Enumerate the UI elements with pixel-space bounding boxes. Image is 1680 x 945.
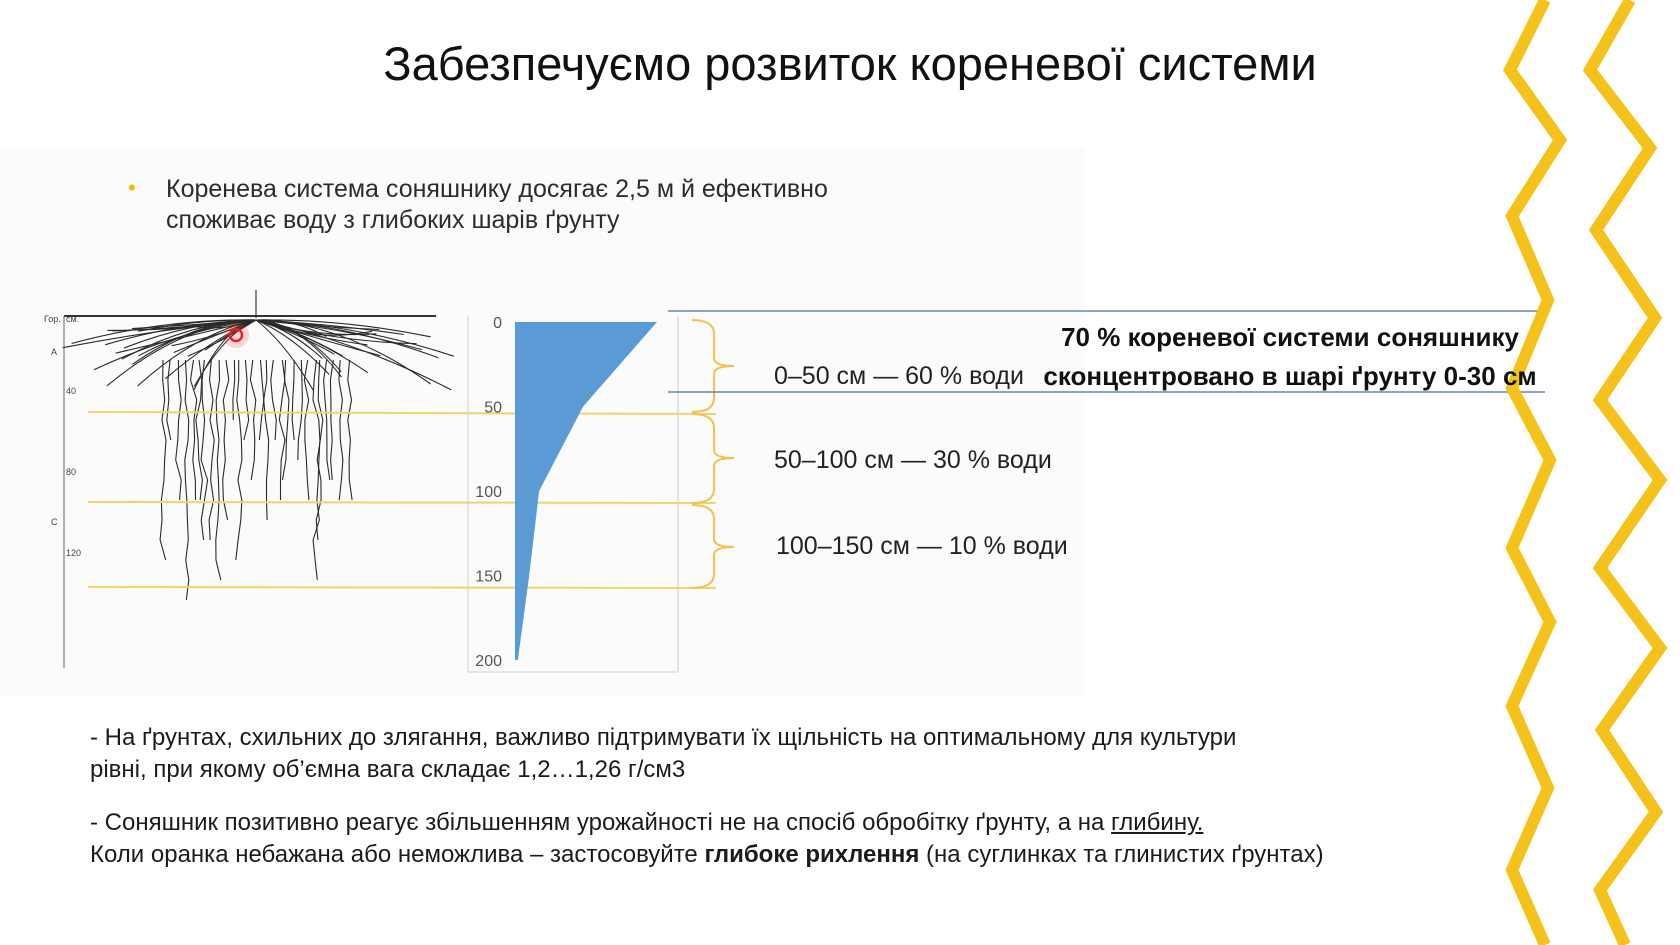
para2-line-2-text: Коли оранка небажана або неможлива – застосовуйте [90, 841, 705, 868]
range-100-150: 100–150 см — 10 % води [776, 532, 1068, 560]
para2-line-1-text: - Соняшник позитивно реагує збільшенням урожайності не на спосіб обробітку ґрунту, а на [90, 809, 1112, 836]
chevron-decoration-inner [1510, 0, 1560, 945]
root-origin-glow [223, 322, 249, 348]
para2-underlined-depth: глибину. [1111, 809, 1204, 836]
chevron-decoration-outer [1590, 0, 1660, 945]
profile-label-c: C [51, 517, 58, 527]
water-uptake-area [515, 322, 657, 660]
depth-tick-label: 50 [484, 399, 502, 417]
guide-line-150 [88, 587, 716, 588]
bracket-50-100 [692, 414, 734, 503]
guide-line-50 [88, 412, 716, 414]
bullet-line-1: Коренева система соняшнику досягає 2,5 м й ефективно [166, 175, 828, 203]
profile-label-a: A [51, 347, 58, 357]
range-0-50: 0–50 см — 60 % води [774, 362, 1024, 390]
para2-line-2-tail: (на суглинках та глинистих ґрунтах) [919, 841, 1324, 868]
slide-title: Забезпечуємо розвиток кореневої системи [383, 37, 1317, 90]
paragraph-tillage-depth [90, 807, 1650, 871]
paragraph-soil-density [90, 722, 1650, 786]
root-system-drawing [63, 290, 454, 600]
root-concentration-callout [1010, 318, 1570, 396]
profile-label-80: 80 [66, 467, 77, 477]
depth-tick-label: 100 [475, 484, 502, 501]
para2-line-1 [90, 807, 1650, 839]
bracket-0-50 [692, 320, 734, 412]
guide-line-100 [88, 502, 716, 503]
range-50-100: 50–100 см — 30 % води [774, 446, 1052, 474]
callout-line-2: сконцентровано в шарі ґрунту 0-30 см [1043, 361, 1537, 391]
profile-label-40: 40 [66, 386, 77, 396]
depth-tick-label: 0 [493, 315, 502, 332]
profile-label-120: 120 [66, 548, 82, 558]
callout-line-1: 70 % кореневої системи соняшнику [1061, 322, 1519, 352]
para1-line-1: - На ґрунтах, схильних до злягання, важливо підтримувати їх щільність на оптимальному для культури [90, 724, 1237, 751]
bullet-line-2: споживає воду з глибоких шарів ґрунту [166, 206, 620, 234]
profile-label-cm: см. [66, 314, 80, 324]
bracket-100-150 [692, 505, 734, 588]
profile-label-hor: Гор. [44, 314, 61, 324]
para2-bold-deep-loosening: глибоке рихлення [704, 841, 920, 868]
para1-line-2: рівні, при якому об’ємна вага складає 1,2…1,26 г/см3 [90, 756, 686, 783]
depth-tick-label: 150 [475, 568, 502, 586]
bullet-dot-icon: • [128, 175, 136, 200]
depth-tick-label: 200 [475, 653, 502, 670]
para2-line-2 [90, 839, 1650, 871]
